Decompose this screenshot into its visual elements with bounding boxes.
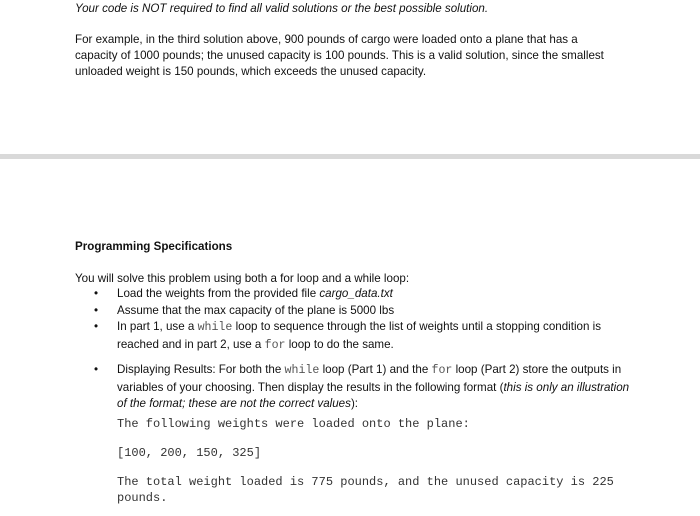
bullet-load-weights: • Load the weights from the provided file cargo_data.txt [75,286,635,303]
file-name: cargo_data.txt [319,287,393,300]
keyword-while: while [284,364,320,377]
keyword-for: for [264,338,286,352]
requirements-note: Your code is NOT required to find all valid solutions or the best possible solution. [75,2,489,15]
document-page-1 [0,0,700,154]
bullet-glyph: • [94,363,99,376]
sample-output-line-2: [100, 200, 150, 325] [117,446,262,460]
section-heading: Programming Specifications [75,240,233,253]
keyword-while: while [197,321,233,334]
bullet-loop-parts: • In part 1, use a while loop to sequence through the list of weights until a stopping condition is reached and in part 2, use a for loop to do the same. [94,320,602,352]
bullet-glyph: • [94,303,99,317]
sample-output-line-3: The total weight loaded is 775 pounds, and the unused capacity is 225 pounds. [117,475,622,505]
section-lead: You will solve this problem using both a for loop and a while loop: [75,272,410,285]
example-paragraph: For example, in the third solution above, 900 pounds of cargo were loaded onto a plane that has a capacity of 1000 pounds; the unused capacity is 100 pounds. This is a valid solution, since the smallest unloaded weight is 150 pounds, which exceeds the unused capacity. [75,33,604,78]
spec-bullet-list [75,286,635,413]
sample-output-line-1: The following weights were loaded onto the plane: [117,417,470,431]
bullet-glyph: • [94,320,99,333]
bullet-glyph: • [94,287,99,300]
format-disclaimer: this is only an illustration of the format; these are not the correct values [117,380,630,410]
keyword-for: for [431,364,453,377]
bullet-max-capacity: • Assume that the max capacity of the plane is 5000 lbs [75,303,635,320]
bullet-display-results: • Displaying Results: For both the while loop (Part 1) and the for loop (Part 2) store the outputs in variables of your choosing. Then display the results in the following format (this is only an illustration of the format; these are not the correct values): [94,363,630,410]
